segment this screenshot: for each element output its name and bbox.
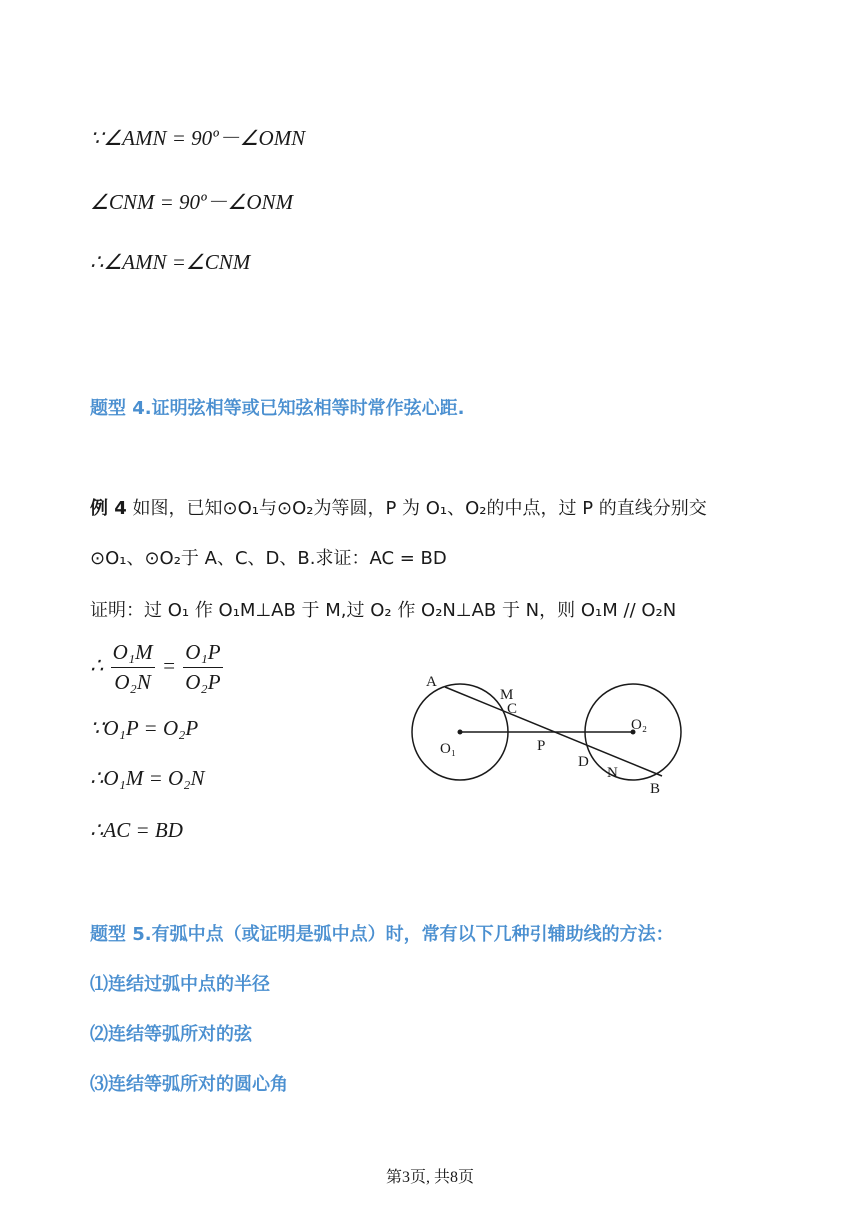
- page-footer: 第3页, 共8页: [385, 1169, 474, 1186]
- section-heading-5: 题型 5.有弧中点（或证明是弧中点）时，常有以下几种引辅助线的方法：: [90, 924, 674, 945]
- example-text-1: 如图，已知⊙O₁与⊙O₂为等圆，P 为 O₁、O₂的中点，过 P 的直线分别交: [126, 498, 707, 519]
- label-b: B: [650, 781, 661, 797]
- example-4-line-1: [90, 494, 707, 520]
- method-1: ⑴连结过弧中点的半径: [90, 974, 270, 995]
- label-p: P: [537, 738, 546, 754]
- proof-intro: 证明：过 O₁ 作 O₁M⊥AB 于 M,过 O₂ 作 O₂N⊥AB 于 N，则 O₁M // O₂N: [90, 600, 677, 621]
- proof-line-1: ∵∠AMN = 90º－∠OMN: [90, 126, 306, 150]
- proof-line-3: ∴∠AMN =∠CNM: [90, 250, 251, 274]
- method-2: ⑵连结等弧所对的弦: [90, 1024, 252, 1045]
- label-o1: O₁: [440, 741, 457, 757]
- fraction-left: [111, 640, 155, 695]
- fraction-right: [183, 640, 222, 695]
- fraction-left-num: O₁M: [111, 640, 155, 668]
- section-heading-4: 题型 4.证明弦相等或已知弦相等时常作弦心距.: [90, 398, 465, 419]
- fraction-equation: [90, 640, 225, 695]
- fraction-left-den: O₂N: [114, 670, 151, 694]
- method-3: ⑶连结等弧所对的圆心角: [90, 1074, 288, 1095]
- label-n: N: [607, 765, 618, 781]
- step-3: ∴AC = BD: [90, 818, 183, 842]
- label-o2: O₂: [631, 717, 648, 733]
- step-1: ∵O₁P = O₂P: [90, 716, 199, 740]
- therefore-symbol: ∴: [90, 653, 104, 678]
- fraction-right-num: O₁P: [183, 640, 222, 668]
- label-m: M: [500, 687, 514, 703]
- proof-line-2: ∠CNM = 90º－∠ONM: [90, 190, 294, 214]
- equals-sign: =: [161, 653, 177, 678]
- point-o1: [458, 730, 463, 735]
- geometry-figure: [400, 660, 700, 810]
- label-a: A: [426, 674, 437, 690]
- fraction-right-den: O₂P: [185, 670, 221, 694]
- step-2: ∴O₁M = O₂N: [90, 766, 205, 790]
- example-label: 例 4: [90, 498, 127, 519]
- label-d: D: [578, 754, 589, 770]
- label-c: C: [507, 701, 518, 717]
- example-4-line-2: ⊙O₁、⊙O₂于 A、C、D、B.求证：AC = BD: [90, 548, 447, 569]
